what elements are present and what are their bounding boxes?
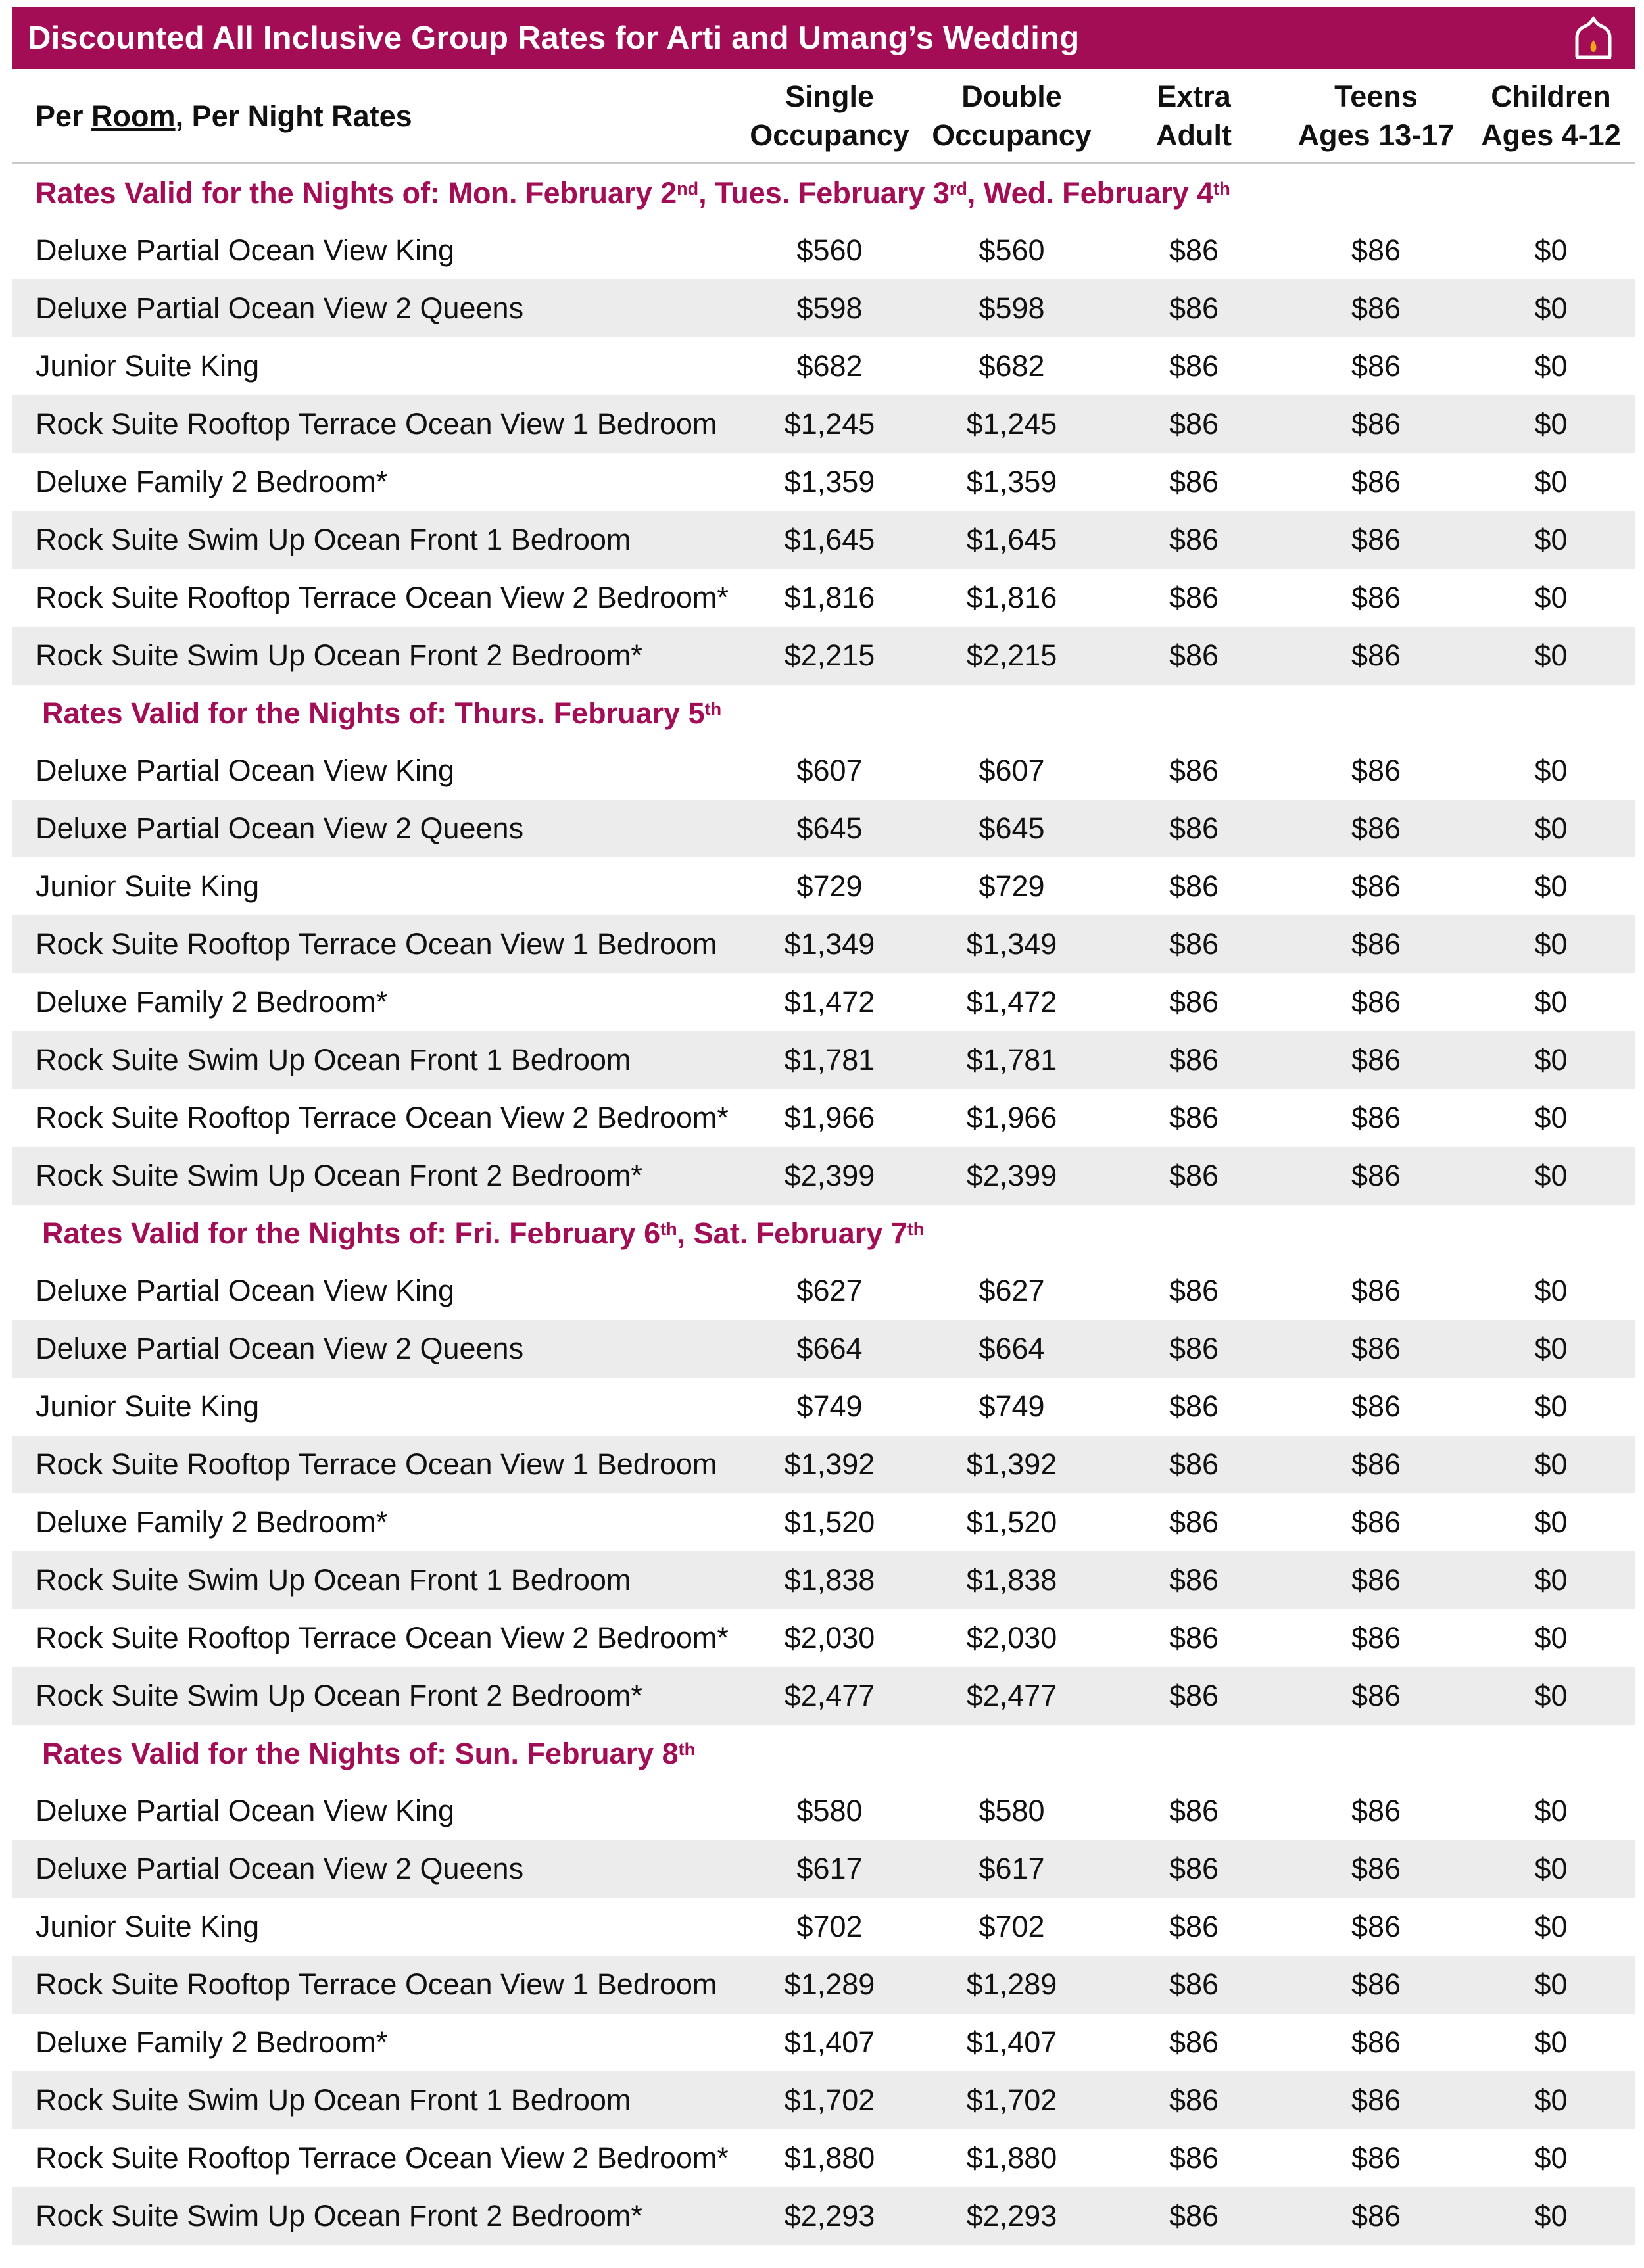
children-cell: $0 <box>1534 291 1568 325</box>
teens-cell: $86 <box>1351 1274 1401 1307</box>
rate-sections <box>12 164 1635 2245</box>
single-occupancy-cell: $729 <box>796 869 863 903</box>
section-heading: Rates Valid for the Nights of: Sun. February 8 $^{th}$ <box>42 1736 696 1770</box>
single-occupancy-cell: $1,520 <box>784 1505 875 1539</box>
single-occupancy-cell: $1,359 <box>784 465 875 498</box>
teens-cell: $86 <box>1351 869 1401 903</box>
room-name-cell: Deluxe Partial Ocean View King <box>36 1794 455 1827</box>
double-occupancy-cell: $1,392 <box>966 1447 1057 1481</box>
double-occupancy-cell: $1,781 <box>966 1043 1057 1076</box>
room-name-cell: Deluxe Partial Ocean View King <box>36 233 455 267</box>
single-occupancy-cell: $2,477 <box>784 1679 875 1712</box>
children-cell: $0 <box>1534 1159 1568 1192</box>
double-occupancy-cell: $1,359 <box>966 465 1057 498</box>
children-cell: $0 <box>1534 1794 1568 1827</box>
extra-adult-cell: $86 <box>1169 1043 1219 1076</box>
room-name-cell: Rock Suite Rooftop Terrace Ocean View 2 Bedroom* <box>36 2141 729 2175</box>
double-occupancy-cell: $702 <box>979 1910 1045 1943</box>
extra-adult-cell: $86 <box>1169 349 1219 383</box>
single-occupancy-cell: $2,215 <box>784 639 875 672</box>
single-occupancy-cell: $682 <box>796 349 863 383</box>
teens-cell: $86 <box>1351 754 1401 787</box>
double-occupancy-cell: $1,520 <box>966 1505 1057 1539</box>
extra-adult-cell: $86 <box>1169 1274 1219 1307</box>
temple-arch-flame-icon <box>1570 15 1616 61</box>
double-occupancy-cell: $1,472 <box>966 985 1057 1019</box>
extra-adult-cell: $86 <box>1169 2083 1219 2117</box>
children-cell: $0 <box>1534 1852 1568 1885</box>
double-occupancy-cell: $749 <box>979 1389 1045 1423</box>
single-occupancy-cell: $2,399 <box>784 1159 875 1192</box>
teens-cell: $86 <box>1351 811 1401 845</box>
table-row <box>12 1147 1635 1205</box>
single-occupancy-cell: $702 <box>796 1910 863 1943</box>
extra-adult-cell: $86 <box>1169 2141 1219 2175</box>
room-underlined-word: Room <box>91 99 176 133</box>
single-occupancy-cell: $560 <box>796 233 863 267</box>
double-occupancy-cell: $1,816 <box>966 581 1057 614</box>
teens-cell: $86 <box>1351 407 1401 441</box>
children-cell: $0 <box>1534 1563 1568 1597</box>
table-row <box>12 1378 1635 1436</box>
table-row <box>12 1782 1635 1840</box>
room-name-cell: Rock Suite Swim Up Ocean Front 2 Bedroom* <box>36 1159 642 1192</box>
single-occupancy-cell: $2,030 <box>784 1621 875 1654</box>
children-header: Children Ages 4-12 <box>1481 80 1621 152</box>
extra-adult-cell: $86 <box>1169 1159 1219 1192</box>
children-cell: $0 <box>1534 639 1568 672</box>
teens-cell: $86 <box>1351 2025 1401 2059</box>
room-name-cell: Junior Suite King <box>36 869 260 903</box>
teens-cell: $86 <box>1351 349 1401 383</box>
extra-adult-cell: $86 <box>1169 1389 1219 1423</box>
children-cell: $0 <box>1534 349 1568 383</box>
room-name-cell: Rock Suite Rooftop Terrace Ocean View 1 Bedroom <box>36 927 717 961</box>
column-header-row <box>12 69 1635 164</box>
single-occupancy-cell: $1,838 <box>784 1563 875 1597</box>
single-occupancy-cell: $627 <box>796 1274 863 1307</box>
double-occupancy-cell: $2,293 <box>966 2199 1057 2232</box>
table-row <box>12 857 1635 915</box>
table-row <box>12 569 1635 627</box>
double-occupancy-cell: $580 <box>979 1794 1045 1827</box>
section-heading: Rates Valid for the Nights of: Mon. February 2 $^{nd}$ , Tues. February 3 $^{rd}$ , Wed. February 4 $^{th}$ <box>36 176 1230 210</box>
extra-adult-cell: $86 <box>1169 465 1219 498</box>
table-row <box>12 2014 1635 2071</box>
teens-cell: $86 <box>1351 1563 1401 1597</box>
room-name-cell: Junior Suite King <box>36 349 260 383</box>
room-name-cell: Rock Suite Swim Up Ocean Front 1 Bedroom <box>36 2083 631 2117</box>
extra-adult-cell: $86 <box>1169 985 1219 1019</box>
double-occupancy-cell: $607 <box>979 754 1045 787</box>
children-cell: $0 <box>1534 581 1568 614</box>
teens-cell: $86 <box>1351 233 1401 267</box>
double-occupancy-cell: $2,030 <box>966 1621 1057 1654</box>
single-occupancy-header: Single Occupancy <box>750 80 909 152</box>
table-row <box>12 222 1635 279</box>
single-occupancy-cell: $1,781 <box>784 1043 875 1076</box>
children-cell: $0 <box>1534 2141 1568 2175</box>
children-cell: $0 <box>1534 2083 1568 2117</box>
single-occupancy-cell: $664 <box>796 1332 863 1365</box>
title-bar <box>12 7 1635 69</box>
table-row <box>12 1898 1635 1956</box>
children-cell: $0 <box>1534 1505 1568 1539</box>
children-cell: $0 <box>1534 465 1568 498</box>
room-name-cell: Deluxe Family 2 Bedroom* <box>36 2025 388 2059</box>
table-row <box>12 1609 1635 1667</box>
double-occupancy-cell: $729 <box>979 869 1045 903</box>
table-row <box>12 279 1635 337</box>
teens-cell: $86 <box>1351 1101 1401 1134</box>
extra-adult-cell: $86 <box>1169 523 1219 556</box>
table-row <box>12 627 1635 685</box>
room-name-cell: Deluxe Family 2 Bedroom* <box>36 985 388 1019</box>
room-name-cell: Rock Suite Swim Up Ocean Front 1 Bedroom <box>36 1563 631 1597</box>
table-row <box>12 1956 1635 2014</box>
children-cell: $0 <box>1534 1274 1568 1307</box>
double-occupancy-cell: $2,399 <box>966 1159 1057 1192</box>
single-occupancy-cell: $2,293 <box>784 2199 875 2232</box>
teens-cell: $86 <box>1351 985 1401 1019</box>
single-occupancy-cell: $645 <box>796 811 863 845</box>
double-occupancy-cell: $598 <box>979 291 1045 325</box>
room-name-cell: Deluxe Partial Ocean View King <box>36 754 455 787</box>
table-row <box>12 2187 1635 2245</box>
children-cell: $0 <box>1534 1101 1568 1134</box>
teens-cell: $86 <box>1351 581 1401 614</box>
single-occupancy-cell: $1,349 <box>784 927 875 961</box>
extra-adult-cell: $86 <box>1169 1679 1219 1712</box>
children-cell: $0 <box>1534 1910 1568 1943</box>
children-cell: $0 <box>1534 985 1568 1019</box>
extra-adult-cell: $86 <box>1169 1505 1219 1539</box>
teens-cell: $86 <box>1351 2083 1401 2117</box>
room-name-cell: Deluxe Family 2 Bedroom* <box>36 1505 388 1539</box>
rates-document <box>12 7 1635 2245</box>
double-occupancy-cell: $1,645 <box>966 523 1057 556</box>
extra-adult-cell: $86 <box>1169 2199 1219 2232</box>
room-name-cell: Deluxe Partial Ocean View 2 Queens <box>36 1332 524 1365</box>
children-cell: $0 <box>1534 407 1568 441</box>
extra-adult-cell: $86 <box>1169 2025 1219 2059</box>
teens-cell: $86 <box>1351 1332 1401 1365</box>
teens-cell: $86 <box>1351 2199 1401 2232</box>
room-name-cell: Deluxe Partial Ocean View 2 Queens <box>36 811 524 845</box>
double-occupancy-cell: $645 <box>979 811 1045 845</box>
table-row <box>12 395 1635 453</box>
room-name-cell: Rock Suite Swim Up Ocean Front 1 Bedroom <box>36 1043 631 1076</box>
single-occupancy-cell: $1,966 <box>784 1101 875 1134</box>
table-row <box>12 800 1635 857</box>
children-cell: $0 <box>1534 754 1568 787</box>
single-occupancy-cell: $1,816 <box>784 581 875 614</box>
extra-adult-cell: $86 <box>1169 811 1219 845</box>
extra-adult-cell: $86 <box>1169 754 1219 787</box>
teens-cell: $86 <box>1351 1159 1401 1192</box>
table-row <box>12 2129 1635 2187</box>
table-row <box>12 1031 1635 1089</box>
extra-adult-cell: $86 <box>1169 927 1219 961</box>
extra-adult-cell: $86 <box>1169 291 1219 325</box>
table-row <box>12 973 1635 1031</box>
single-occupancy-cell: $1,407 <box>784 2025 875 2059</box>
children-cell: $0 <box>1534 1043 1568 1076</box>
children-cell: $0 <box>1534 1332 1568 1365</box>
children-cell: $0 <box>1534 1447 1568 1481</box>
double-occupancy-header: Double Occupancy <box>932 80 1092 152</box>
double-occupancy-cell: $627 <box>979 1274 1045 1307</box>
table-row <box>12 453 1635 511</box>
extra-adult-cell: $86 <box>1169 1967 1219 2001</box>
double-occupancy-cell: $1,838 <box>966 1563 1057 1597</box>
table-row <box>12 1320 1635 1378</box>
extra-adult-cell: $86 <box>1169 233 1219 267</box>
room-name-cell: Rock Suite Swim Up Ocean Front 2 Bedroom* <box>36 2199 642 2232</box>
single-occupancy-cell: $1,472 <box>784 985 875 1019</box>
table-row <box>12 742 1635 800</box>
children-cell: $0 <box>1534 523 1568 556</box>
extra-adult-cell: $86 <box>1169 1621 1219 1654</box>
extra-adult-header: Extra Adult <box>1156 80 1232 152</box>
room-column-header: Per Room, Per Night Rates <box>36 99 412 133</box>
extra-adult-cell: $86 <box>1169 1101 1219 1134</box>
room-name-cell: Rock Suite Rooftop Terrace Ocean View 1 Bedroom <box>36 1447 717 1481</box>
room-name-cell: Rock Suite Rooftop Terrace Ocean View 2 Bedroom* <box>36 581 729 614</box>
double-occupancy-cell: $2,477 <box>966 1679 1057 1712</box>
children-cell: $0 <box>1534 1389 1568 1423</box>
extra-adult-cell: $86 <box>1169 639 1219 672</box>
teens-cell: $86 <box>1351 1794 1401 1827</box>
double-occupancy-cell: $664 <box>979 1332 1045 1365</box>
table-row <box>12 1551 1635 1609</box>
children-cell: $0 <box>1534 1679 1568 1712</box>
room-name-cell: Rock Suite Swim Up Ocean Front 2 Bedroom* <box>36 1679 642 1712</box>
table-row <box>12 1262 1635 1320</box>
extra-adult-cell: $86 <box>1169 1563 1219 1597</box>
single-occupancy-cell: $749 <box>796 1389 863 1423</box>
single-occupancy-cell: $580 <box>796 1794 863 1827</box>
table-row <box>12 337 1635 395</box>
room-name-cell: Rock Suite Rooftop Terrace Ocean View 2 Bedroom* <box>36 1101 729 1134</box>
teens-cell: $86 <box>1351 1505 1401 1539</box>
room-name-cell: Deluxe Family 2 Bedroom* <box>36 465 388 498</box>
extra-adult-cell: $86 <box>1169 1794 1219 1827</box>
double-occupancy-cell: $560 <box>979 233 1045 267</box>
room-name-cell: Deluxe Partial Ocean View 2 Queens <box>36 291 524 325</box>
room-name-cell: Deluxe Partial Ocean View 2 Queens <box>36 1852 524 1885</box>
double-occupancy-cell: $1,289 <box>966 1967 1057 2001</box>
teens-cell: $86 <box>1351 2141 1401 2175</box>
extra-adult-cell: $86 <box>1169 1852 1219 1885</box>
single-occupancy-cell: $617 <box>796 1852 863 1885</box>
children-cell: $0 <box>1534 1621 1568 1654</box>
double-occupancy-cell: $2,215 <box>966 639 1057 672</box>
children-cell: $0 <box>1534 233 1568 267</box>
room-name-cell: Rock Suite Rooftop Terrace Ocean View 2 Bedroom* <box>36 1621 729 1654</box>
table-row <box>12 915 1635 973</box>
room-name-cell: Rock Suite Rooftop Terrace Ocean View 1 Bedroom <box>36 407 717 441</box>
teens-cell: $86 <box>1351 1389 1401 1423</box>
teens-cell: $86 <box>1351 1967 1401 2001</box>
room-name-cell: Rock Suite Swim Up Ocean Front 2 Bedroom* <box>36 639 642 672</box>
teens-cell: $86 <box>1351 523 1401 556</box>
section-heading: Rates Valid for the Nights of: Thurs. February 5 $^{th}$ <box>42 696 722 730</box>
teens-cell: $86 <box>1351 639 1401 672</box>
extra-adult-cell: $86 <box>1169 407 1219 441</box>
single-occupancy-cell: $598 <box>796 291 863 325</box>
single-occupancy-cell: $1,289 <box>784 1967 875 2001</box>
single-occupancy-cell: $1,245 <box>784 407 875 441</box>
children-cell: $0 <box>1534 869 1568 903</box>
room-name-cell: Junior Suite King <box>36 1389 260 1423</box>
children-cell: $0 <box>1534 1967 1568 2001</box>
section-heading: Rates Valid for the Nights of: Fri. February 6 $^{th}$ , Sat. February 7 $^{th}$ <box>42 1216 925 1250</box>
children-cell: $0 <box>1534 811 1568 845</box>
double-occupancy-cell: $1,407 <box>966 2025 1057 2059</box>
single-occupancy-cell: $607 <box>796 754 863 787</box>
single-occupancy-cell: $1,392 <box>784 1447 875 1481</box>
extra-adult-cell: $86 <box>1169 1447 1219 1481</box>
double-occupancy-cell: $1,880 <box>966 2141 1057 2175</box>
double-occupancy-cell: $1,349 <box>966 927 1057 961</box>
single-occupancy-cell: $1,880 <box>784 2141 875 2175</box>
teens-cell: $86 <box>1351 1910 1401 1943</box>
table-row <box>12 1089 1635 1147</box>
table-row <box>12 1436 1635 1493</box>
document-title: Discounted All Inclusive Group Rates for Arti and Umang’s Wedding <box>28 20 1080 56</box>
teens-cell: $86 <box>1351 465 1401 498</box>
double-occupancy-cell: $1,245 <box>966 407 1057 441</box>
teens-cell: $86 <box>1351 1621 1401 1654</box>
children-cell: $0 <box>1534 2199 1568 2232</box>
teens-header: Teens Ages 13-17 <box>1297 80 1455 152</box>
teens-cell: $86 <box>1351 927 1401 961</box>
extra-adult-cell: $86 <box>1169 1910 1219 1943</box>
room-name-cell: Deluxe Partial Ocean View King <box>36 1274 455 1307</box>
double-occupancy-cell: $1,966 <box>966 1101 1057 1134</box>
extra-adult-cell: $86 <box>1169 1332 1219 1365</box>
teens-cell: $86 <box>1351 1852 1401 1885</box>
teens-cell: $86 <box>1351 1447 1401 1481</box>
single-occupancy-cell: $1,702 <box>784 2083 875 2117</box>
room-name-cell: Rock Suite Swim Up Ocean Front 1 Bedroom <box>36 523 631 556</box>
teens-cell: $86 <box>1351 291 1401 325</box>
children-cell: $0 <box>1534 927 1568 961</box>
room-name-cell: Rock Suite Rooftop Terrace Ocean View 1 Bedroom <box>36 1967 717 2001</box>
double-occupancy-cell: $1,702 <box>966 2083 1057 2117</box>
single-occupancy-cell: $1,645 <box>784 523 875 556</box>
double-occupancy-cell: $682 <box>979 349 1045 383</box>
extra-adult-cell: $86 <box>1169 581 1219 614</box>
teens-cell: $86 <box>1351 1679 1401 1712</box>
double-occupancy-cell: $617 <box>979 1852 1045 1885</box>
table-row <box>12 1667 1635 1725</box>
room-name-cell: Junior Suite King <box>36 1910 260 1943</box>
table-row <box>12 511 1635 569</box>
extra-adult-cell: $86 <box>1169 869 1219 903</box>
children-cell: $0 <box>1534 2025 1568 2059</box>
table-row <box>12 1493 1635 1551</box>
teens-cell: $86 <box>1351 1043 1401 1076</box>
table-row <box>12 2071 1635 2129</box>
table-row <box>12 1840 1635 1898</box>
